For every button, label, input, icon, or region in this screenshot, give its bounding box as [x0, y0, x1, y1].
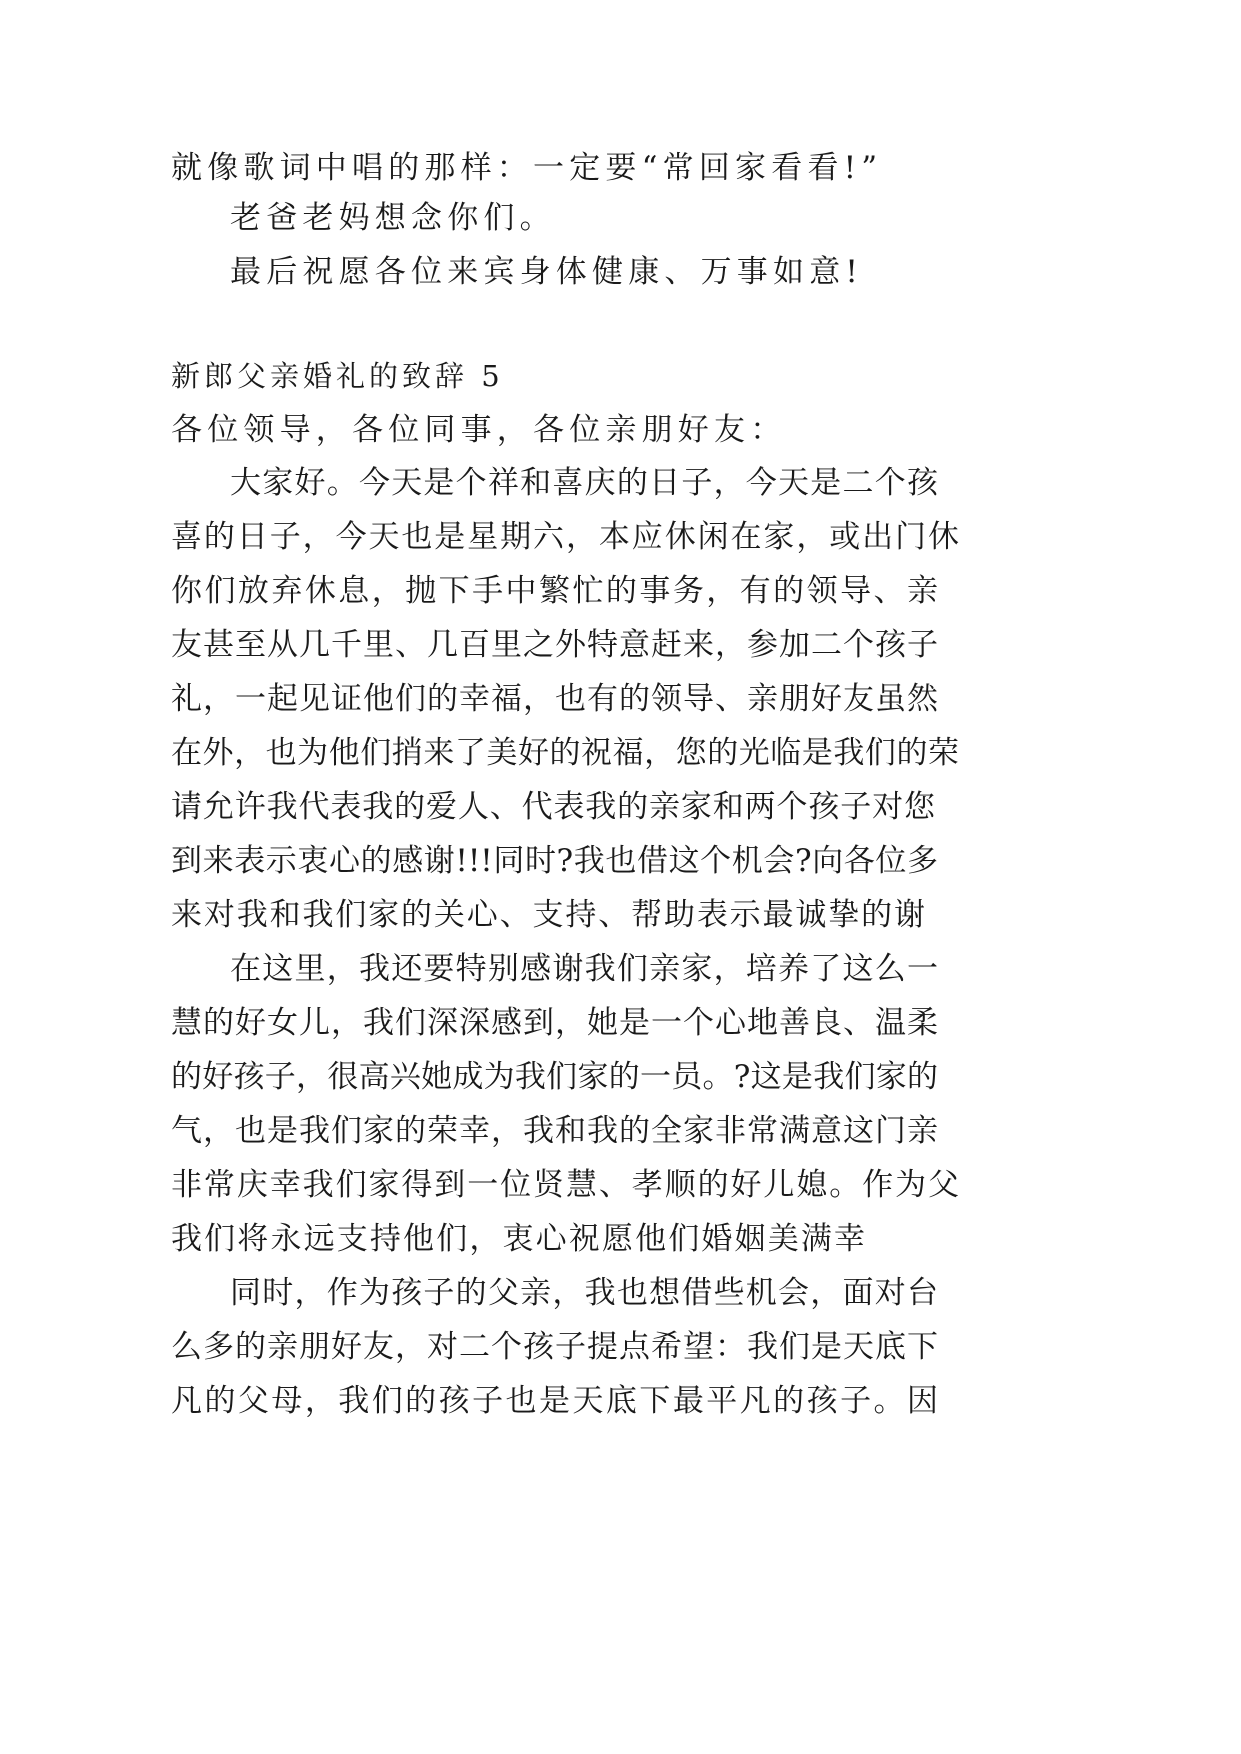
text-line: 来对我和我们家的关心、支持、帮助表示最诚挚的谢: [171, 897, 925, 933]
text-line: 最后祝愿各位来宾身体健康、万事如意!: [230, 254, 864, 290]
text-line: 在这里，我还要特别感谢我们亲家，培养了这么一: [230, 951, 938, 987]
text-line: 到来表示衷心的感谢!!!同时?我也借这个机会?向各位多: [171, 843, 938, 879]
text-line: 请允许我代表我的爱人、代表我的亲家和两个孩子对您: [171, 789, 935, 825]
text-line: 你们放弃休息，抛下手中繁忙的事务，有的领导、亲: [171, 573, 938, 609]
text-line: 么多的亲朋好友，对二个孩子提点希望：我们是天底下: [171, 1329, 938, 1365]
text-line: 就像歌词中唱的那样：一定要“常回家看看!”: [171, 150, 883, 186]
text-line: 大家好。今天是个祥和喜庆的日子，今天是二个孩: [230, 465, 938, 501]
text-line: 喜的日子，今天也是星期六，本应休闲在家，或出门休: [171, 519, 959, 555]
text-line: 慧的好女儿，我们深深感到，她是一个心地善良、温柔: [171, 1005, 938, 1041]
text-line: 礼，一起见证他们的幸福，也有的领导、亲朋好友虽然: [171, 681, 938, 717]
text-line: 凡的父母，我们的孩子也是天底下最平凡的孩子。因: [171, 1383, 938, 1419]
text-line: 的好孩子，很高兴她成为我们家的一员。?这是我们家的: [171, 1059, 938, 1095]
text-line: 老爸老妈想念你们。: [230, 200, 556, 236]
text-line: 非常庆幸我们家得到一位贤慧、孝顺的好儿媳。作为父: [171, 1167, 959, 1203]
text-line: 我们将永远支持他们，衷心祝愿他们婚姻美满幸: [171, 1221, 865, 1257]
salutation: 各位领导，各位同事，各位亲朋好友：: [171, 412, 787, 448]
text-line: 同时，作为孩子的父亲，我也想借些机会，面对台: [230, 1275, 938, 1311]
text-line: 友甚至从几千里、几百里之外特意赶来，参加二个孩子: [171, 627, 938, 663]
section-heading: 新郎父亲婚礼的致辞 5: [171, 359, 504, 393]
text-line: 气，也是我们家的荣幸，我和我的全家非常满意这门亲: [171, 1113, 938, 1149]
text-line: 在外，也为他们捎来了美好的祝福，您的光临是我们的荣: [171, 735, 959, 771]
